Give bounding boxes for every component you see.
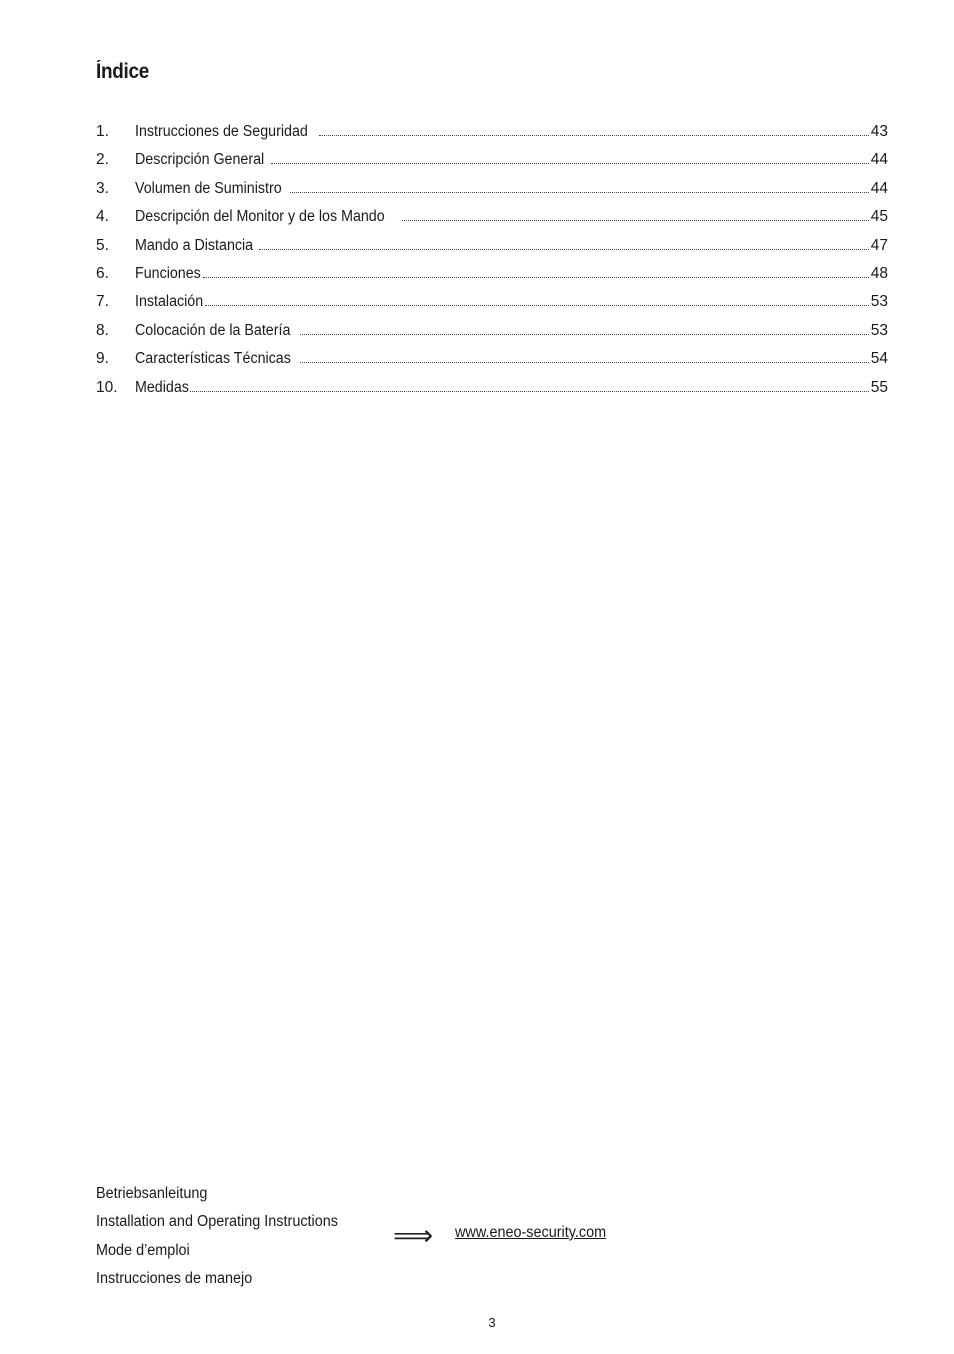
toc-entry-number: 9. <box>96 350 109 368</box>
toc-entry-title: Funciones <box>135 264 201 282</box>
toc-leader-dots <box>203 276 869 278</box>
manual-language-list <box>96 1180 356 1294</box>
toc-entry[interactable] <box>96 347 888 375</box>
toc-entry-number: 2. <box>96 151 109 169</box>
toc-leader-dots <box>319 134 869 136</box>
toc-entry-page: 47 <box>870 236 888 254</box>
toc-entry-title: Volumen de Suministro <box>135 179 282 197</box>
toc-leader-dots <box>205 304 869 306</box>
toc-leader-dots <box>300 333 869 335</box>
toc-entry[interactable] <box>96 234 888 262</box>
toc-leader-dots <box>300 361 868 363</box>
toc-entry-number: 3. <box>96 179 109 197</box>
toc-entry-title: Medidas <box>135 378 189 396</box>
toc-entry-page: 43 <box>870 123 888 140</box>
toc-entry-title: Instrucciones de Seguridad <box>135 123 308 140</box>
toc-entry[interactable] <box>96 376 888 404</box>
toc-entry[interactable] <box>96 205 888 233</box>
manual-language-item: Betriebsanleitung <box>96 1185 208 1202</box>
toc-entry-title: Mando a Distancia <box>135 236 254 254</box>
toc-leader-dots <box>402 219 868 221</box>
toc-entry-page: 48 <box>870 264 888 282</box>
toc-entry-number: 5. <box>96 236 109 254</box>
page-number: 3 <box>488 1315 496 1330</box>
toc-entry[interactable] <box>96 319 888 347</box>
toc-entry[interactable] <box>96 148 888 176</box>
toc-entry-title: Características Técnicas <box>135 350 291 368</box>
toc-leader-dots <box>259 248 868 250</box>
toc-entry-page: 45 <box>870 208 888 226</box>
toc-entry[interactable] <box>96 120 888 148</box>
toc-entry-number: 4. <box>96 208 109 226</box>
toc-entry-page: 54 <box>870 350 888 368</box>
table-of-contents <box>96 120 888 404</box>
toc-entry-number: 7. <box>96 293 109 311</box>
toc-entry-number: 10. <box>96 378 118 396</box>
toc-entry-page: 53 <box>870 293 888 311</box>
toc-entry-title: Instalación <box>135 293 204 311</box>
manual-language-item: Instrucciones de manejo <box>96 1270 253 1288</box>
toc-entry-page: 53 <box>870 321 888 339</box>
toc-entry-title: Descripción del Monitor y de los Mando <box>135 208 385 226</box>
website-link[interactable]: www.eneo-security.com <box>455 1224 607 1241</box>
toc-entry-number: 6. <box>96 264 109 282</box>
toc-entry[interactable] <box>96 177 888 205</box>
toc-entry-number: 1. <box>96 123 109 140</box>
toc-leader-dots <box>271 162 868 164</box>
double-arrow-right-icon: ⟹ <box>393 1220 434 1251</box>
toc-leader-dots <box>290 191 868 193</box>
manual-language-item: Mode d’emploi <box>96 1241 190 1259</box>
toc-entry-number: 8. <box>96 321 109 339</box>
toc-entry-title: Colocación de la Batería <box>135 321 291 339</box>
toc-entry-title: Descripción General <box>135 151 265 169</box>
toc-entry[interactable] <box>96 290 888 318</box>
toc-entry[interactable] <box>96 262 888 290</box>
toc-entry-page: 44 <box>870 179 888 197</box>
toc-entry-page: 55 <box>870 378 888 396</box>
page-title: Índice <box>96 60 150 83</box>
toc-leader-dots <box>190 390 869 392</box>
toc-entry-page: 44 <box>870 151 888 169</box>
manual-language-item: Installation and Operating Instructions <box>96 1213 339 1231</box>
